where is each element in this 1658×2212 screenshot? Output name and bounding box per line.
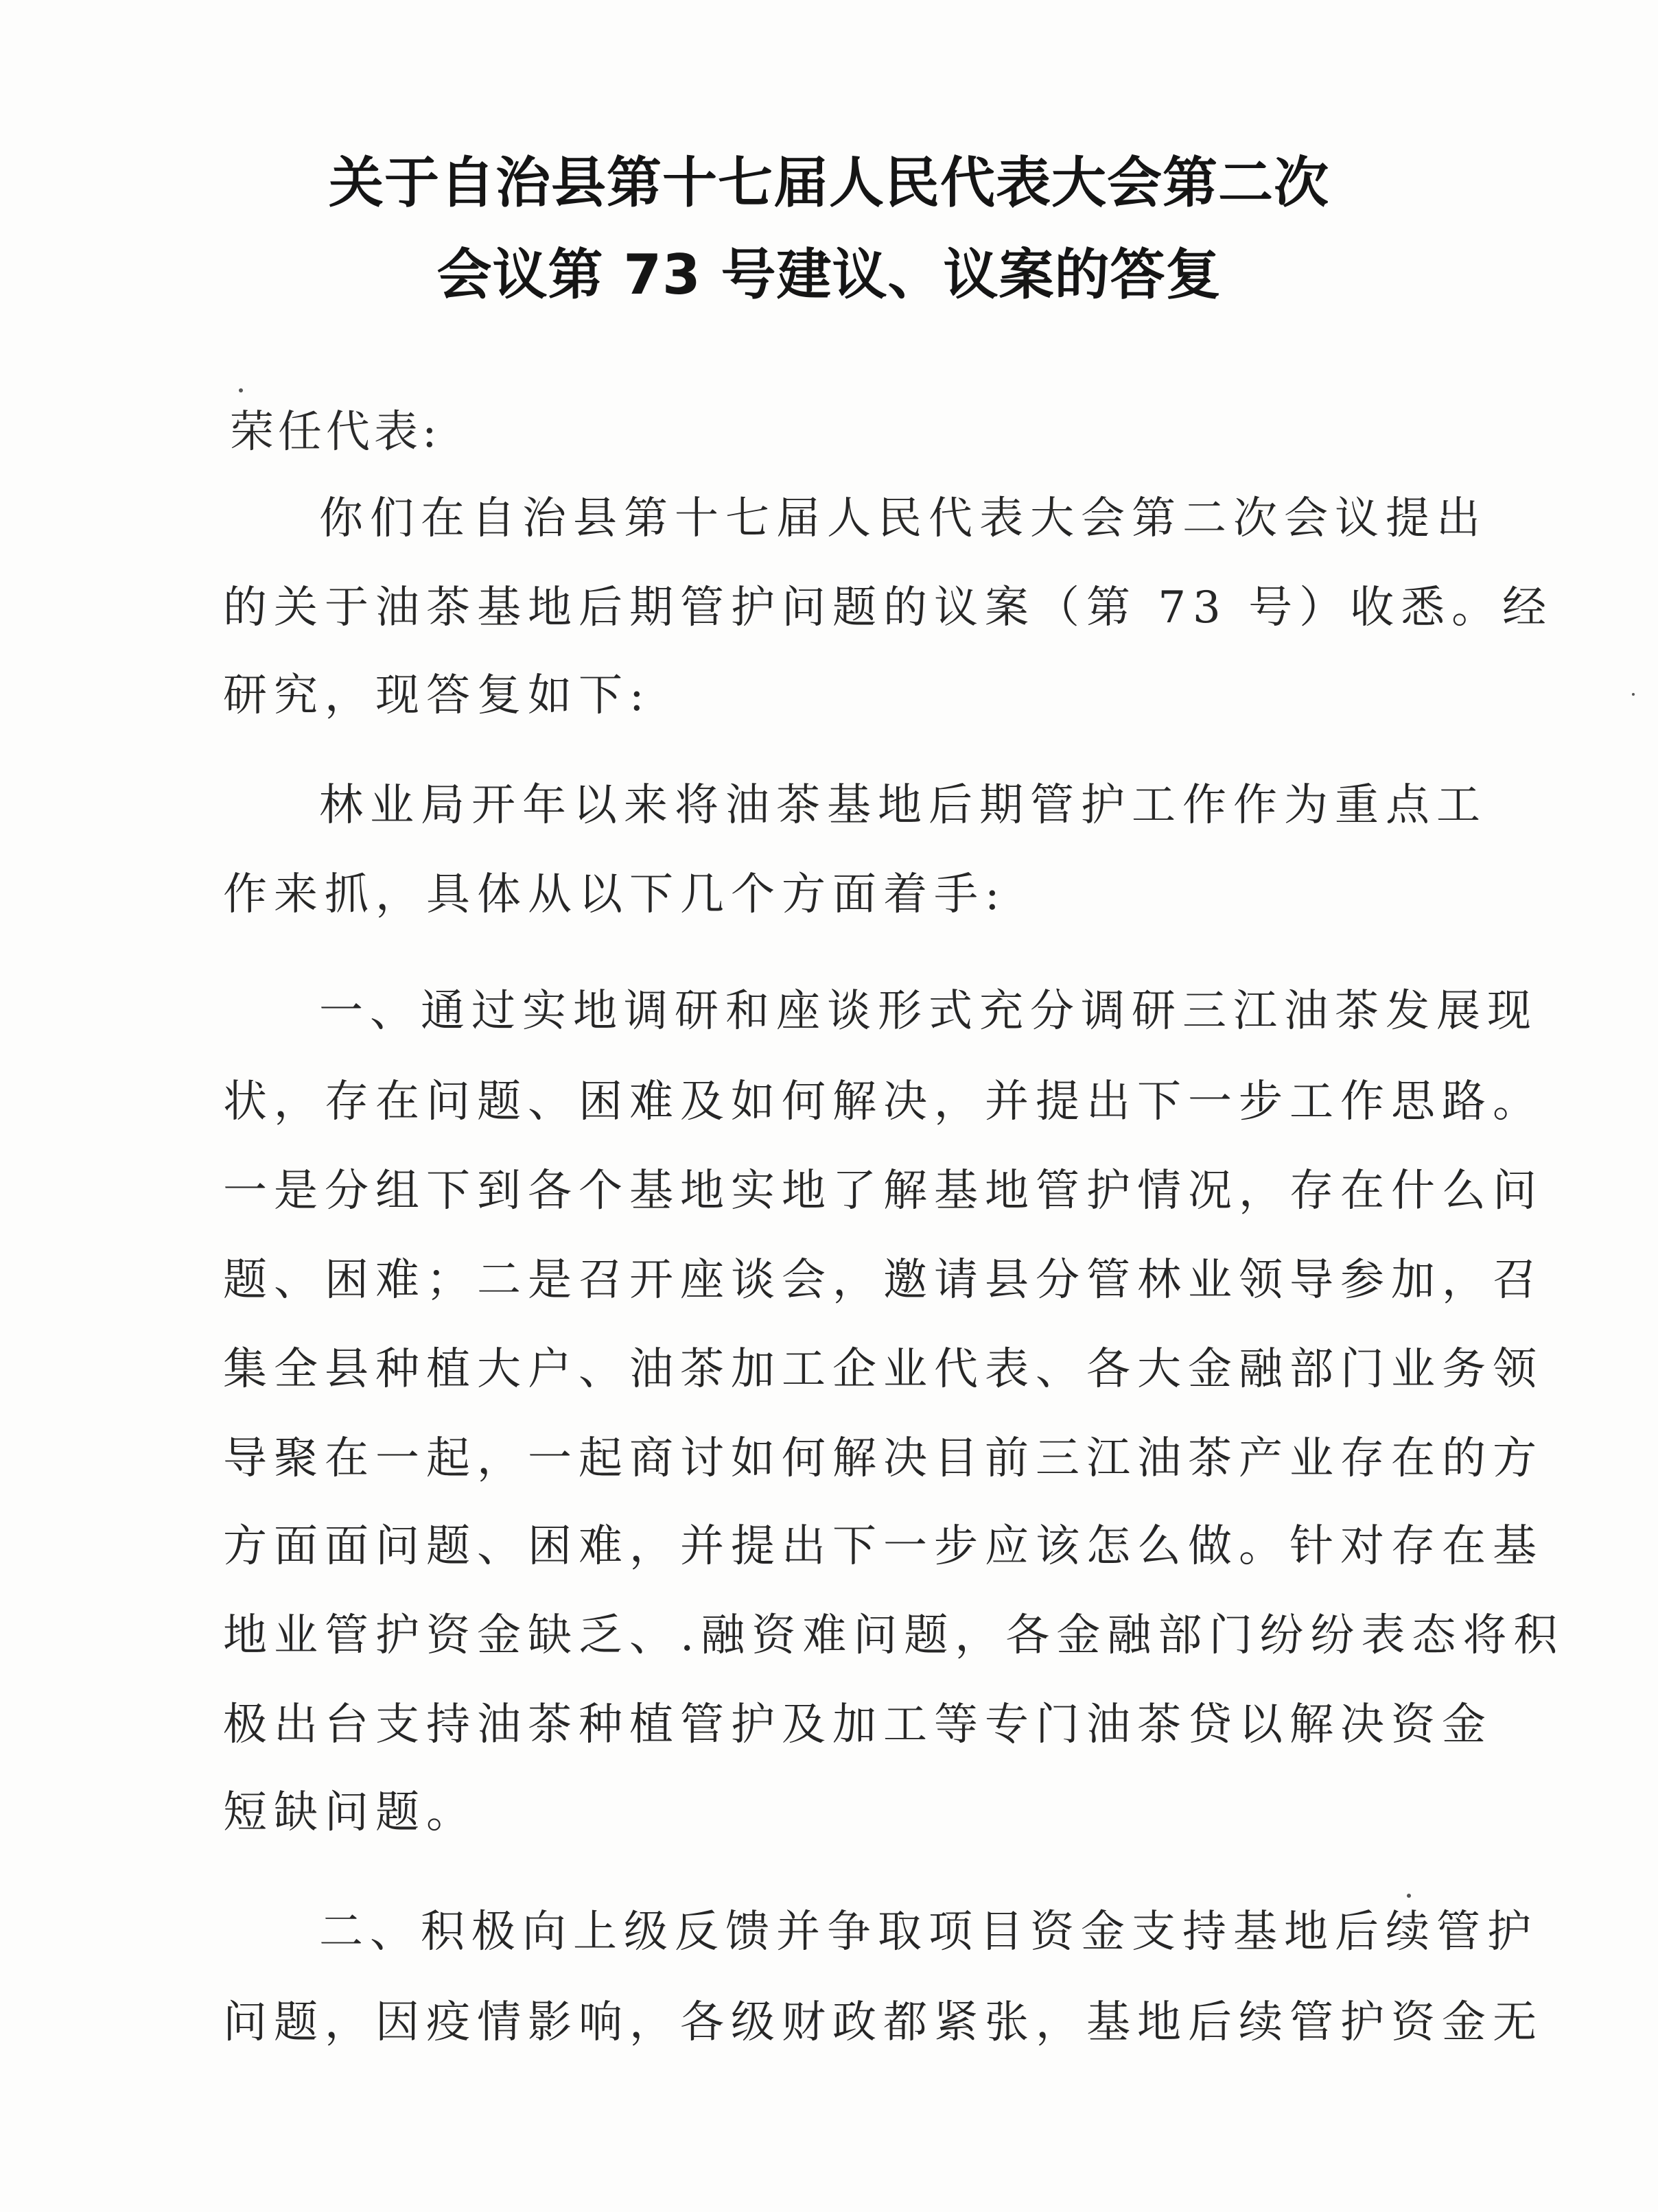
body-line-14: 极出台支持油茶种植管护及加工等专门油茶贷以解决资金 [223,1699,1493,1750]
body-line-4: 林业局开年以来将油茶基地后期管护工作作为重点工 [319,780,1487,831]
title-line-1: 关于自治县第十七届人民代表大会第二次 [329,151,1329,215]
scan-speck [1632,693,1635,696]
body-line-2: 的关于油茶基地后期管护问题的议案（第 73 号）收悉。经 [223,583,1554,633]
body-line-13: 地业管护资金缺乏、.融资难问题，各金融部门纷纷表态将积 [223,1610,1565,1661]
document-title [137,137,1521,321]
body-line-15: 短缺问题。 [223,1787,477,1838]
body-line-12: 方面面问题、困难，并提出下一步应该怎么做。针对存在基 [223,1521,1543,1572]
body-line-6: 一、通过实地调研和座谈形式充分调研三江油茶发展现 [319,986,1538,1037]
body-line-8: 一是分组下到各个基地实地了解基地管护情况，存在什么问 [223,1166,1543,1216]
body-line-11: 导聚在一起，一起商讨如何解决目前三江油茶产业存在的方 [223,1433,1543,1484]
body-line-17: 问题，因疫情影响，各级财政都紧张，基地后续管护资金无 [223,1997,1543,2048]
body-line-7: 状，存在问题、困难及如何解决，并提出下一步工作思路。 [223,1076,1543,1127]
body-line-10: 集全县种植大户、油茶加工企业代表、各大金融部门业务领 [223,1344,1543,1395]
body-line-9: 题、困难；二是召开座谈会，邀请县分管林业领导参加，召 [223,1255,1543,1306]
title-line-2: 会议第 73 号建议、议案的答复 [436,243,1222,307]
body-line-3: 研究，现答复如下: [223,670,651,721]
body-line-1: 你们在自治县第十七届人民代表大会第二次会议提出 [319,493,1487,544]
body-line-16: 二、积极向上级反馈并争取项目资金支持基地后续管护 [319,1907,1538,1957]
body-line-5: 作来抓，具体从以下几个方面着手: [223,869,1007,920]
scan-speck [1407,1894,1411,1898]
scan-speck [239,388,243,392]
salutation: 荣任代表: [230,407,441,458]
